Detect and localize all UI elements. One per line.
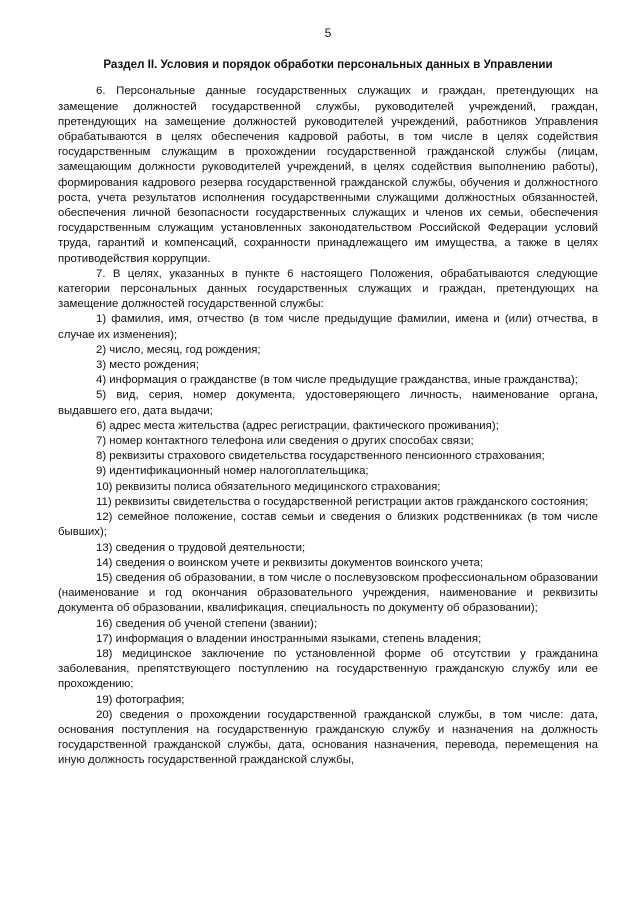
paragraph: 20) сведения о прохождении государственной гражданской службы, в том числе: дата, основания поступления на государственную гражданскую службу и назначения на должность государственной гражданской службы, дата, основания назначения, перевода, перемещения на иную должность государственной гражданской службы, — [58, 708, 598, 767]
document-body — [58, 84, 598, 768]
paragraph: 7. В целях, указанных в пункте 6 настоящего Положения, обрабатываются следующие категории персональных данных государственных служащих и граждан, претендующих на замещение должностей государственной службы: — [58, 267, 598, 311]
paragraph: 9) идентификационный номер налогоплательщика; — [96, 465, 369, 478]
paragraph: 5) вид, серия, номер документа, удостоверяющего личность, наименование органа, выдавшего его, дата выдачи; — [58, 389, 598, 417]
paragraph: 14) сведения о воинском учете и реквизиты документов воинского учета; — [96, 556, 484, 569]
paragraph: 17) информация о владении иностранными языками, степень владения; — [96, 632, 482, 645]
paragraph: 3) место рождения; — [96, 359, 199, 372]
paragraph: 10) реквизиты полиса обязательного медицинского страхования; — [96, 480, 441, 493]
paragraph: 13) сведения о трудовой деятельности; — [96, 541, 306, 554]
paragraph: 1) фамилия, имя, отчество (в том числе предыдущие фамилии, имена и (или) отчества, в случае их изменения); — [58, 313, 598, 341]
paragraph: 7) номер контактного телефона или сведения о других способах связи; — [96, 435, 474, 448]
paragraph: 8) реквизиты страхового свидетельства государственного пенсионного страхования; — [96, 450, 545, 463]
paragraph: 11) реквизиты свидетельства о государственной регистрации актов гражданского состояния; — [96, 495, 589, 508]
section-title: Раздел II. Условия и порядок обработки персональных данных в Управлении — [103, 58, 553, 72]
page-number: 5 — [324, 26, 332, 40]
paragraph: 2) число, месяц, год рождения; — [96, 343, 261, 356]
paragraph: 4) информация о гражданстве (в том числе предыдущие гражданства, иные гражданства); — [96, 374, 578, 387]
paragraph: 6. Персональные данные государственных служащих и граждан, претендующих на замещение должностей государственной службы, руководителей учреждений, граждан, претендующих на замещение должностей руководителей учреждений, работников Управления обрабатываются в целях обеспечения кадровой работы, в том числе в целях содействия государственным служащим в прохождении государственной гражданской службы (лицам, замещающим должности руководителей учреждений, в целях содействия выполнению работы), формирования кадрового резерва государственной гражданской службы, обучения и должностного роста, учета результатов исполнения государственными служащими должностных обязанностей, обеспечения личной безопасности государственных служащих и членов их семьи, обеспечения государственным служащим установленных законодательством Российской Федерации условий труда, гарантий и компенсаций, сохранности принадлежащего им имущества, а также в целях противодействия коррупции. — [58, 85, 598, 265]
paragraph: 12) семейное положение, состав семьи и сведения о близких родственниках (в том числе бывших); — [58, 511, 598, 539]
paragraph: 15) сведения об образовании, в том числе о послевузовском профессиональном образовании (наименование и год окончания образовательного учреждения, наименование и реквизиты документа об образовании, квалификация, специальность по документу об образовании); — [58, 571, 598, 615]
paragraph: 18) медицинское заключение по установленной форме об отсутствии у гражданина заболевания, препятствующего поступлению на государственную гражданскую службу или ее прохождению; — [58, 647, 598, 691]
paragraph: 16) сведения об ученой степени (звании); — [96, 617, 318, 630]
paragraph: 6) адрес места жительства (адрес регистрации, фактического проживания); — [96, 419, 499, 432]
paragraph: 19) фотография; — [96, 693, 185, 706]
